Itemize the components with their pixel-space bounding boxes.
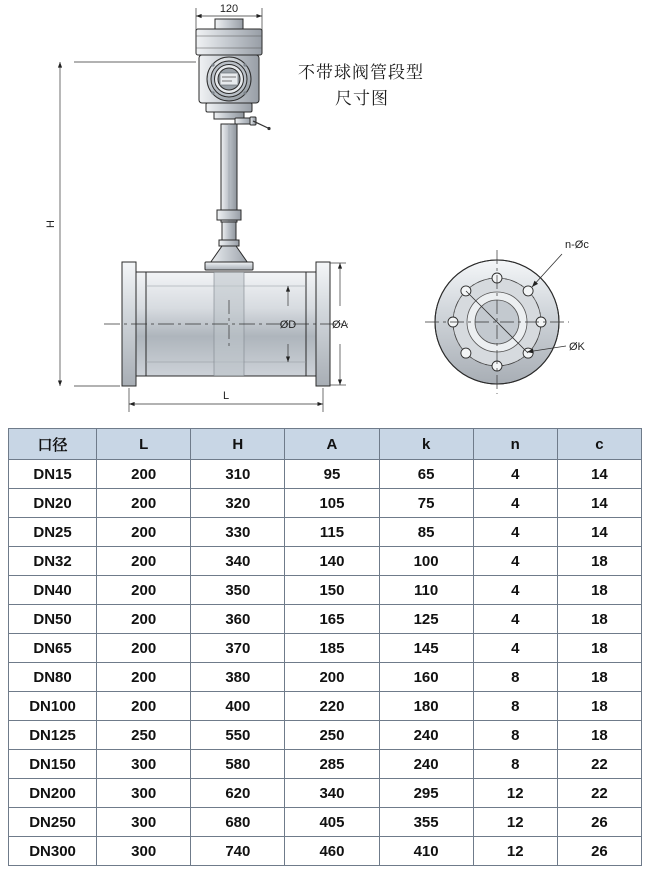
cell-bore: DN65	[9, 634, 97, 663]
cell-bore: DN32	[9, 547, 97, 576]
cell-value: 110	[379, 576, 473, 605]
column-header-h: H	[191, 429, 285, 460]
cell-value: 580	[191, 750, 285, 779]
table-row	[9, 808, 642, 837]
table-row	[9, 489, 642, 518]
cell-value: 185	[285, 634, 379, 663]
cell-value: 180	[379, 692, 473, 721]
cell-value: 380	[191, 663, 285, 692]
cell-value: 550	[191, 721, 285, 750]
table-row	[9, 779, 642, 808]
cell-value: 12	[473, 779, 557, 808]
cell-value: 4	[473, 605, 557, 634]
cell-value: 320	[191, 489, 285, 518]
cell-bore: DN50	[9, 605, 97, 634]
table-row	[9, 750, 642, 779]
dim-bolt-circle-label: ØK	[569, 341, 585, 353]
cell-value: 18	[557, 605, 641, 634]
cell-value: 285	[285, 750, 379, 779]
cell-value: 200	[285, 663, 379, 692]
cell-value: 14	[557, 518, 641, 547]
drawing-title-line1: 不带球阀管段型	[298, 63, 424, 82]
cell-value: 300	[97, 779, 191, 808]
drawing-title	[298, 60, 498, 112]
cell-value: 360	[191, 605, 285, 634]
cell-bore: DN20	[9, 489, 97, 518]
cell-bore: DN250	[9, 808, 97, 837]
cell-value: 355	[379, 808, 473, 837]
cell-value: 8	[473, 750, 557, 779]
dim-OD-inner-label: ØD	[279, 319, 297, 331]
cell-bore: DN150	[9, 750, 97, 779]
cell-bore: DN15	[9, 460, 97, 489]
cell-value: 330	[191, 518, 285, 547]
cell-value: 18	[557, 634, 641, 663]
dim-bolt-hole-label: n-Øc	[565, 239, 589, 251]
cell-bore: DN40	[9, 576, 97, 605]
cell-value: 75	[379, 489, 473, 518]
cell-value: 12	[473, 837, 557, 866]
cell-bore: DN300	[9, 837, 97, 866]
cell-value: 12	[473, 808, 557, 837]
table-row	[9, 634, 642, 663]
table-row	[9, 460, 642, 489]
table-row	[9, 663, 642, 692]
cell-value: 140	[285, 547, 379, 576]
cell-value: 8	[473, 663, 557, 692]
cell-value: 105	[285, 489, 379, 518]
cell-value: 22	[557, 779, 641, 808]
cell-value: 4	[473, 460, 557, 489]
cell-value: 410	[379, 837, 473, 866]
cell-value: 18	[557, 547, 641, 576]
cell-value: 350	[191, 576, 285, 605]
cell-value: 100	[379, 547, 473, 576]
cell-value: 4	[473, 518, 557, 547]
cell-value: 14	[557, 489, 641, 518]
cell-value: 200	[97, 547, 191, 576]
cell-bore: DN25	[9, 518, 97, 547]
cell-value: 8	[473, 692, 557, 721]
column-header-k: k	[379, 429, 473, 460]
cell-value: 125	[379, 605, 473, 634]
dimension-drawing	[0, 0, 650, 424]
cell-value: 145	[379, 634, 473, 663]
table-row	[9, 576, 642, 605]
cell-value: 4	[473, 547, 557, 576]
cell-value: 240	[379, 721, 473, 750]
cell-value: 400	[191, 692, 285, 721]
dim-H-label: H	[45, 220, 57, 228]
cell-value: 340	[191, 547, 285, 576]
flange-face-view	[425, 250, 569, 394]
cell-value: 740	[191, 837, 285, 866]
cell-value: 85	[379, 518, 473, 547]
cell-value: 26	[557, 837, 641, 866]
cell-value: 200	[97, 518, 191, 547]
cell-value: 295	[379, 779, 473, 808]
cell-value: 250	[97, 721, 191, 750]
cell-value: 240	[379, 750, 473, 779]
column-header-c: c	[557, 429, 641, 460]
cell-value: 150	[285, 576, 379, 605]
table-row	[9, 721, 642, 750]
column-header-l: L	[97, 429, 191, 460]
table-row	[9, 837, 642, 866]
cell-value: 200	[97, 576, 191, 605]
cell-value: 200	[97, 605, 191, 634]
drawing-title-line2: 尺寸图	[335, 89, 389, 108]
cell-bore: DN200	[9, 779, 97, 808]
cell-value: 460	[285, 837, 379, 866]
column-header-a: A	[285, 429, 379, 460]
cell-value: 300	[97, 808, 191, 837]
cell-value: 620	[191, 779, 285, 808]
cell-value: 370	[191, 634, 285, 663]
cell-value: 680	[191, 808, 285, 837]
cell-value: 22	[557, 750, 641, 779]
table-row	[9, 547, 642, 576]
table-row	[9, 692, 642, 721]
cell-bore: DN100	[9, 692, 97, 721]
dim-top-width-label: 120	[219, 3, 239, 15]
cell-value: 300	[97, 750, 191, 779]
cell-value: 18	[557, 692, 641, 721]
cell-bore: DN125	[9, 721, 97, 750]
cell-value: 18	[557, 663, 641, 692]
cell-value: 4	[473, 489, 557, 518]
cell-value: 18	[557, 721, 641, 750]
dim-L-label: L	[222, 390, 230, 402]
cell-value: 310	[191, 460, 285, 489]
dim-OA-outer-label: ØA	[332, 319, 348, 331]
cell-value: 300	[97, 837, 191, 866]
cell-value: 340	[285, 779, 379, 808]
cell-value: 200	[97, 663, 191, 692]
cell-value: 14	[557, 460, 641, 489]
specification-table	[8, 428, 642, 866]
table-header-row	[9, 429, 642, 460]
cell-value: 18	[557, 576, 641, 605]
cell-value: 200	[97, 489, 191, 518]
column-header-n: n	[473, 429, 557, 460]
cell-value: 26	[557, 808, 641, 837]
cell-value: 200	[97, 634, 191, 663]
cell-value: 4	[473, 576, 557, 605]
cell-value: 405	[285, 808, 379, 837]
cell-value: 95	[285, 460, 379, 489]
cell-value: 160	[379, 663, 473, 692]
cell-value: 8	[473, 721, 557, 750]
table-row	[9, 518, 642, 547]
cell-value: 200	[97, 460, 191, 489]
cell-value: 250	[285, 721, 379, 750]
cell-value: 220	[285, 692, 379, 721]
cell-value: 165	[285, 605, 379, 634]
column-header-bore: 口径	[9, 429, 97, 460]
cell-value: 4	[473, 634, 557, 663]
table-row	[9, 605, 642, 634]
cell-value: 200	[97, 692, 191, 721]
cell-value: 115	[285, 518, 379, 547]
cell-bore: DN80	[9, 663, 97, 692]
cell-value: 65	[379, 460, 473, 489]
